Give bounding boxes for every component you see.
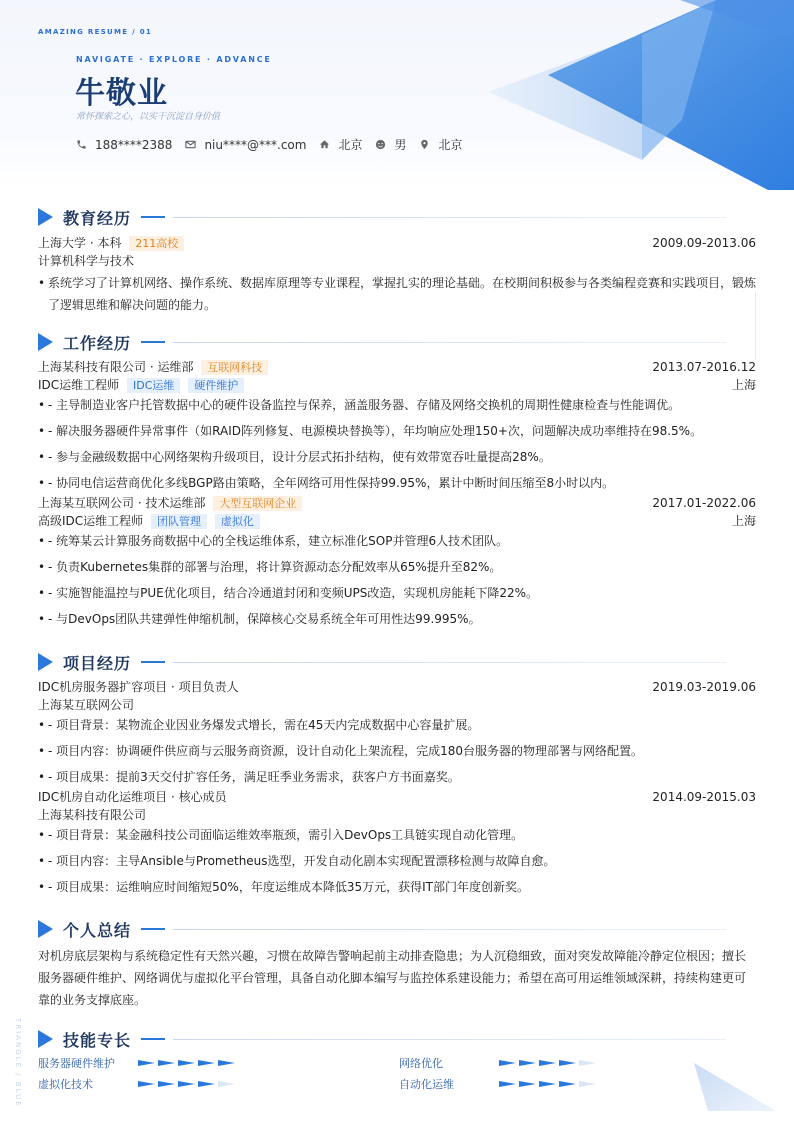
- project-company-row: [38, 806, 756, 824]
- skill-level-bar: [499, 1059, 599, 1067]
- side-watermark-text: TRIANGLE / BLUE: [14, 1018, 22, 1108]
- work-section: [38, 331, 756, 634]
- list-item: • - 项目成果：运维响应时间缩短50%，年度运维成本降低35万元，获得IT部门年度创新奖。: [38, 876, 756, 898]
- skill-filled-triangle-icon: [158, 1059, 175, 1067]
- mail-icon: [185, 139, 196, 150]
- job-role: IDC运维工程师: [38, 378, 120, 392]
- skill-filled-triangle-icon: [138, 1059, 155, 1067]
- school-tag: 211高校: [129, 236, 184, 251]
- skill-filled-triangle-icon: [559, 1080, 576, 1088]
- project-bullets: [38, 714, 756, 788]
- section-title: 技能专长: [63, 1030, 132, 1050]
- title-rule: [173, 662, 726, 663]
- section-header: [38, 918, 756, 940]
- face-icon: [375, 139, 386, 150]
- project-period: 2014.09-2015.03: [652, 790, 756, 804]
- list-item: • - 解决服务器硬件异常事件（如RAID阵列修复、电源模块替换等），年均响应处理150+次，问题解决成功率维持在98.5%。: [38, 420, 756, 442]
- projects-section: [38, 651, 756, 902]
- project-name-row: [38, 788, 756, 806]
- job-company-row: [38, 358, 756, 376]
- resume-nav-tag: NAVIGATE · EXPLORE · ADVANCE: [76, 55, 272, 64]
- job-bullets: [38, 394, 756, 494]
- skill-filled-triangle-icon: [519, 1059, 536, 1067]
- skill-filled-triangle-icon: [158, 1080, 175, 1088]
- project-period: 2019.03-2019.06: [652, 680, 756, 694]
- project-company-row: [38, 696, 756, 714]
- skill-filled-triangle-icon: [178, 1080, 195, 1088]
- title-dash: [141, 661, 165, 663]
- list-item: • - 参与金融级数据中心网络架构升级项目，设计分层式拓扑结构，使有效带宽吞吐量提高28%。: [38, 446, 756, 468]
- title-dash: [141, 1038, 165, 1040]
- project-entry: [38, 788, 756, 898]
- job-role-tag: IDC运维: [127, 378, 180, 393]
- project-company: 上海某互联网公司: [38, 698, 135, 712]
- skills-grid: [38, 1054, 756, 1092]
- skill-filled-triangle-icon: [198, 1059, 215, 1067]
- job-role-tag: 硬件维护: [188, 378, 244, 393]
- skill-empty-triangle-icon: [579, 1059, 596, 1067]
- skill-name: 自动化运维: [399, 1077, 454, 1091]
- title-dash: [141, 341, 165, 343]
- list-item: • - 项目内容：主导Ansible与Prometheus选型，开发自动化剧本实现配置漂移检测与故障自愈。: [38, 850, 756, 872]
- job-role-row: [38, 376, 756, 394]
- list-item: • - 项目内容：协调硬件供应商与云服务商资源，设计自动化上架流程，完成180台服务器的物理部署与网络配置。: [38, 740, 756, 762]
- title-dash: [141, 216, 165, 218]
- skill-filled-triangle-icon: [539, 1080, 556, 1088]
- skill-item: [38, 1075, 399, 1092]
- education-section: [38, 206, 756, 320]
- skill-item: [38, 1054, 399, 1071]
- triangle-icon: [38, 208, 53, 226]
- section-title: 工作经历: [63, 333, 132, 353]
- list-item: • - 项目背景：某金融科技公司面临运维效率瓶颈，需引入DevOps工具链实现自动化管理。: [38, 824, 756, 846]
- contact-bar: [76, 136, 476, 153]
- contact-phone: [76, 138, 172, 152]
- job-company: 上海某科技有限公司 · 运维部: [38, 360, 194, 374]
- education-bullets: [38, 272, 756, 316]
- job-role-tag: 团队管理: [151, 514, 207, 529]
- job-city: 上海: [731, 378, 756, 392]
- list-item: • - 实施智能温控与PUE优化项目，结合冷通道封闭和变频UPS改造，实现机房能耗下降22%。: [38, 582, 756, 604]
- title-rule: [173, 1039, 726, 1040]
- corner-triangle-decoration: [694, 1063, 794, 1123]
- job-city: 上海: [731, 514, 756, 528]
- contact-location: [419, 136, 462, 153]
- list-item: • - 主导制造业客户托管数据中心的硬件设备监控与保养，涵盖服务器、存储及网络交换机的周期性健康检查与性能调优。: [38, 394, 756, 416]
- list-item: • - 统筹某云计算服务商数据中心的全栈运维体系，建立标准化SOP并管理6人技术团队。: [38, 530, 756, 552]
- section-header: [38, 1028, 756, 1050]
- skill-name: 服务器硬件维护: [38, 1056, 115, 1070]
- title-dash: [141, 928, 165, 930]
- job-period: 2013.07-2016.12: [652, 360, 756, 374]
- list-item: • - 项目背景：某物流企业因业务爆发式增长，需在45天内完成数据中心容量扩展。: [38, 714, 756, 736]
- location-pin-icon: [419, 139, 430, 150]
- home-icon: [319, 139, 330, 150]
- job-entry: [38, 358, 756, 494]
- project-name: IDC机房服务器扩容项目 · 项目负责人: [38, 680, 239, 694]
- list-item: • 系统学习了计算机网络、操作系统、数据库原理等专业课程，掌握扎实的理论基础。在校期间积极参与各类编程竞赛和实践项目，锻炼了逻辑思维和解决问题的能力。: [38, 272, 756, 316]
- major-row: [38, 252, 756, 270]
- job-period: 2017.01-2022.06: [652, 496, 756, 510]
- candidate-motto: 常怀探索之心，以实干沉淀自身价值: [76, 112, 221, 122]
- job-company-row: [38, 494, 756, 512]
- section-header: [38, 651, 756, 673]
- skill-filled-triangle-icon: [178, 1059, 195, 1067]
- summary-section: [38, 918, 756, 1011]
- job-company-tag: 大型互联网企业: [213, 496, 302, 511]
- skill-level-bar: [138, 1059, 238, 1067]
- major-name: 计算机科学与技术: [38, 254, 135, 268]
- contact-home: [319, 136, 362, 153]
- school-name: 上海大学 · 本科: [38, 236, 122, 250]
- job-company-tag: 互联网科技: [201, 360, 268, 375]
- project-name: IDC机房自动化运维项目 · 核心成员: [38, 790, 227, 804]
- project-bullets: [38, 824, 756, 898]
- skill-level-bar: [499, 1080, 599, 1088]
- triangle-icon: [38, 1030, 53, 1048]
- phone-text: 188****2388: [95, 137, 173, 152]
- location-text: 北京: [438, 138, 463, 152]
- section-header: [38, 206, 756, 228]
- job-role: 高级IDC运维工程师: [38, 514, 144, 528]
- skill-filled-triangle-icon: [539, 1059, 556, 1067]
- skill-filled-triangle-icon: [218, 1059, 235, 1067]
- skill-filled-triangle-icon: [559, 1059, 576, 1067]
- list-item: • - 与DevOps团队共建弹性伸缩机制，保障核心交易系统全年可用性达99.995%。: [38, 608, 756, 630]
- skill-name: 虚拟化技术: [38, 1077, 93, 1091]
- section-title: 项目经历: [63, 653, 132, 673]
- resume-header: [0, 0, 794, 190]
- triangle-icon: [38, 653, 53, 671]
- skill-filled-triangle-icon: [198, 1080, 215, 1088]
- home-text: 北京: [338, 138, 363, 152]
- job-role-row: [38, 512, 756, 530]
- job-entry: [38, 494, 756, 630]
- title-rule: [173, 929, 726, 930]
- list-item: • - 负责Kubernetes集群的部署与治理，将计算资源动态分配效率从65%提升至82%。: [38, 556, 756, 578]
- candidate-name: 牛敬业: [75, 76, 168, 111]
- project-company: 上海某科技有限公司: [38, 808, 147, 822]
- summary-text: 对机房底层架构与系统稳定性有天然兴趣，习惯在故障告警响起前主动排查隐患；为人沉稳细致，面对突发故障能冷静定位根因；擅长服务器硬件维护、网络调优与虚拟化平台管理，具备自动化脚本编写与监控体系建设能力；希望在高可用运维领域深耕，持续构建更可靠的业务支撑底座。: [38, 949, 747, 1007]
- skill-filled-triangle-icon: [499, 1080, 516, 1088]
- section-title: 教育经历: [63, 208, 132, 228]
- skills-section: [38, 1028, 756, 1092]
- job-company: 上海某互联网公司 · 技术运维部: [38, 496, 206, 510]
- section-header: [38, 331, 756, 353]
- education-row: [38, 234, 756, 252]
- gender-text: 男: [394, 138, 407, 152]
- skill-empty-triangle-icon: [218, 1080, 235, 1088]
- contact-gender: [375, 136, 406, 153]
- title-rule: [173, 217, 726, 218]
- section-title: 个人总结: [63, 920, 132, 940]
- skill-filled-triangle-icon: [519, 1080, 536, 1088]
- skill-filled-triangle-icon: [138, 1080, 155, 1088]
- project-entry: [38, 678, 756, 788]
- email-text: niu****@***.com: [204, 137, 307, 152]
- phone-icon: [76, 139, 87, 150]
- contact-email: [185, 138, 306, 152]
- skill-filled-triangle-icon: [499, 1059, 516, 1067]
- education-period: 2009.09-2013.06: [652, 236, 756, 250]
- skill-empty-triangle-icon: [579, 1080, 596, 1088]
- triangle-icon: [38, 333, 53, 351]
- skill-level-bar: [138, 1080, 238, 1088]
- resume-top-tag: AMAZING RESUME / 01: [38, 28, 153, 36]
- job-role-tag: 虚拟化: [215, 514, 260, 529]
- project-name-row: [38, 678, 756, 696]
- list-item: • - 项目成果：提前3天交付扩容任务，满足旺季业务需求，获客户方书面嘉奖。: [38, 766, 756, 788]
- triangle-icon: [38, 920, 53, 938]
- list-item: • - 协同电信运营商优化多线BGP路由策略，全年网络可用性保持99.95%，累计中断时间压缩至8小时以内。: [38, 472, 756, 494]
- title-rule: [173, 342, 726, 343]
- skill-name: 网络优化: [399, 1056, 443, 1070]
- job-bullets: [38, 530, 756, 630]
